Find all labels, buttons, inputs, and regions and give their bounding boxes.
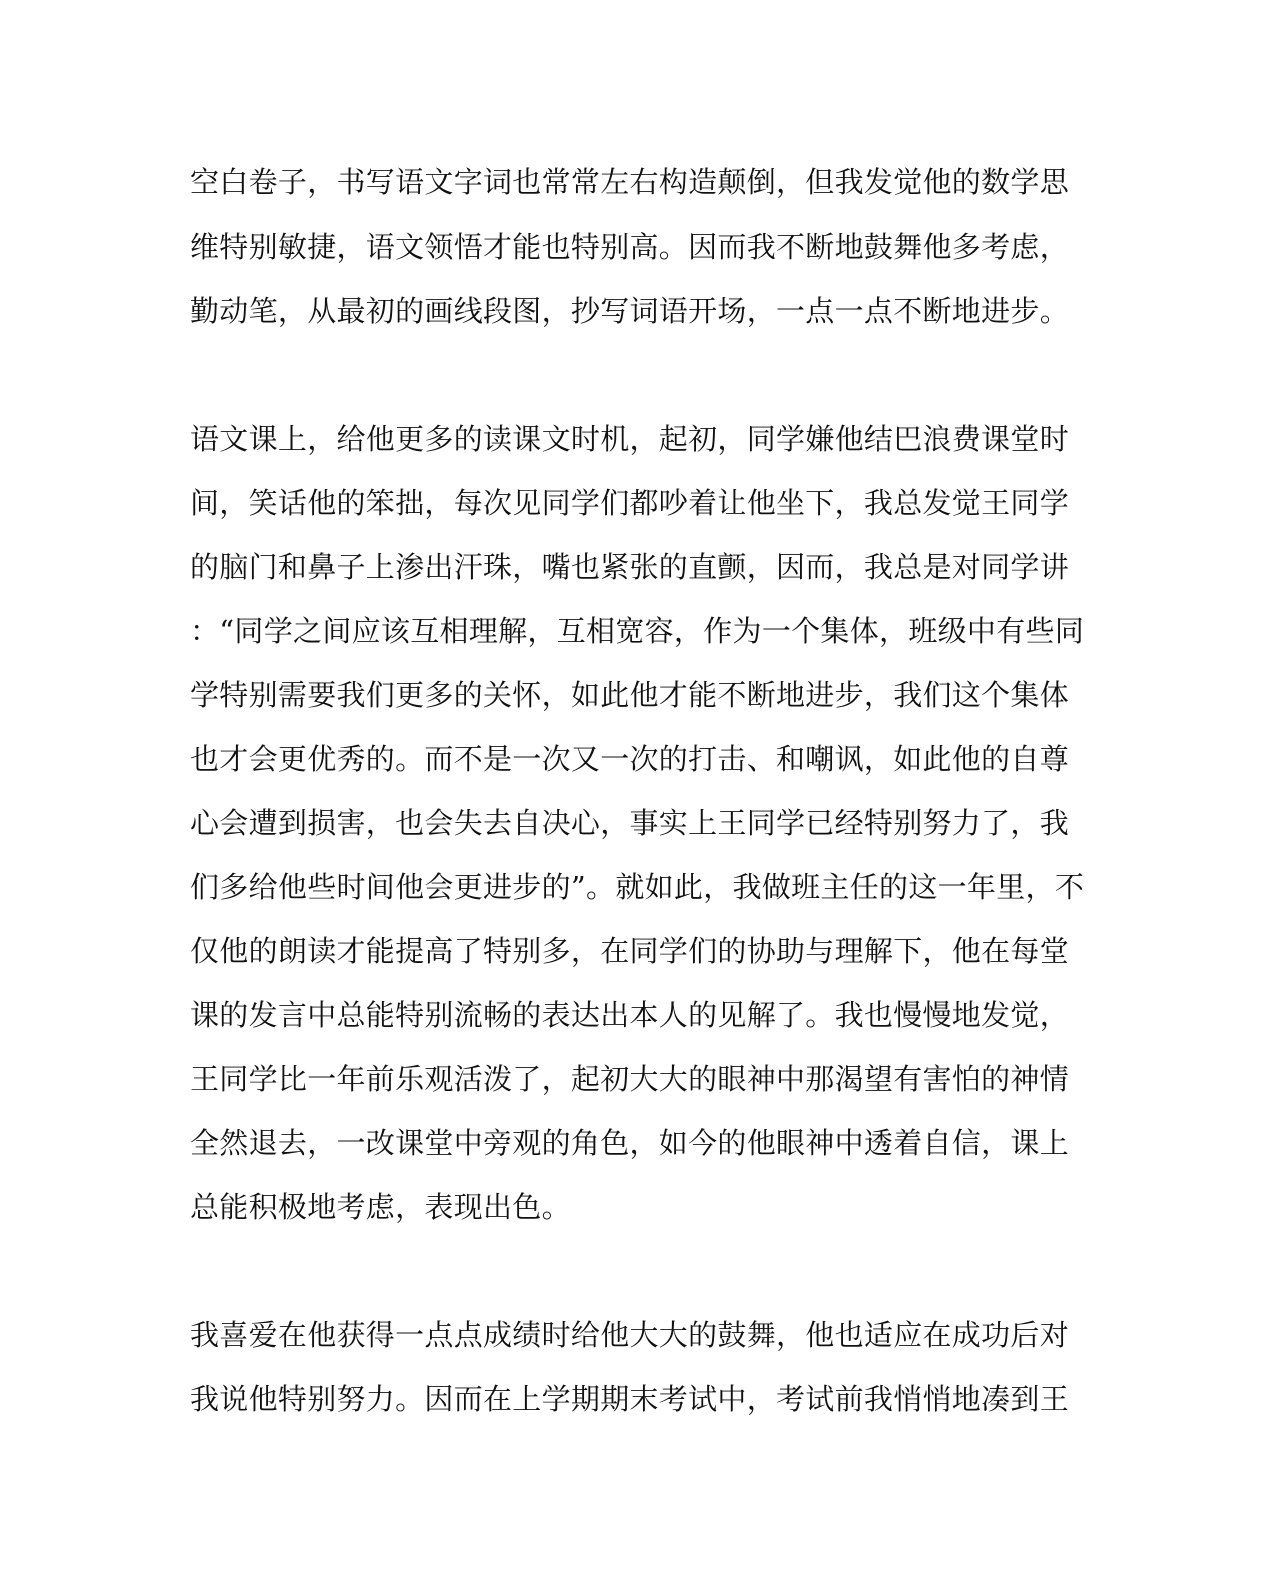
text-line: 我说他特别努力。因而在上学期期末考试中，考试前我悄悄地凑到王 (190, 1382, 1070, 1416)
text-line: 也才会更优秀的。而不是一次又一次的打击、和嘲讽，如此他的自尊 (190, 742, 1070, 776)
text-line: 间，笑话他的笨拙，每次见同学们都吵着让他坐下，我总发觉王同学 (190, 486, 1070, 520)
text-line: 心会遭到损害，也会失去自决心，事实上王同学已经特别努力了，我 (190, 806, 1070, 840)
text-line: 勤动笔，从最初的画线段图，抄写词语开场，一点一点不断地进步。 (190, 294, 1070, 328)
text-line: 仅他的朗读才能提高了特别多，在同学们的协助与理解下，他在每堂 (190, 934, 1070, 968)
text-line: 全然退去，一改课堂中旁观的角色，如今的他眼神中透着自信，课上 (190, 1126, 1070, 1160)
text-line: 课的发言中总能特别流畅的表达出本人的见解了。我也慢慢地发觉， (190, 998, 1070, 1032)
text-line: 语文课上，给他更多的读课文时机，起初，同学嫌他结巴浪费课堂时 (190, 422, 1070, 456)
text-line: 空白卷子，书写语文字词也常常左右构造颠倒，但我发觉他的数学思 (190, 165, 1070, 199)
text-line: 王同学比一年前乐观活泼了，起初大大的眼神中那渴望有害怕的神情 (190, 1062, 1070, 1096)
text-line: 我喜爱在他获得一点点成绩时给他大大的鼓舞，他也适应在成功后对 (190, 1318, 1070, 1352)
text-line: 的脑门和鼻子上渗出汗珠，嘴也紧张的直颤，因而，我总是对同学讲 (190, 550, 1070, 584)
text-line: 维特别敏捷，语文领悟才能也特别高。因而我不断地鼓舞他多考虑， (190, 230, 1070, 264)
text-line: 们多给他些时间他会更进步的”。就如此，我做班主任的这一年里，不 (190, 870, 1085, 904)
text-line: 学特别需要我们更多的关怀，如此他才能不断地进步，我们这个集体 (190, 678, 1070, 712)
text-line: 总能积极地考虑，表现出色。 (190, 1190, 571, 1224)
text-line: ：“同学之间应该互相理解，互相宽容，作为一个集体，班级中有些同 (190, 614, 1085, 648)
